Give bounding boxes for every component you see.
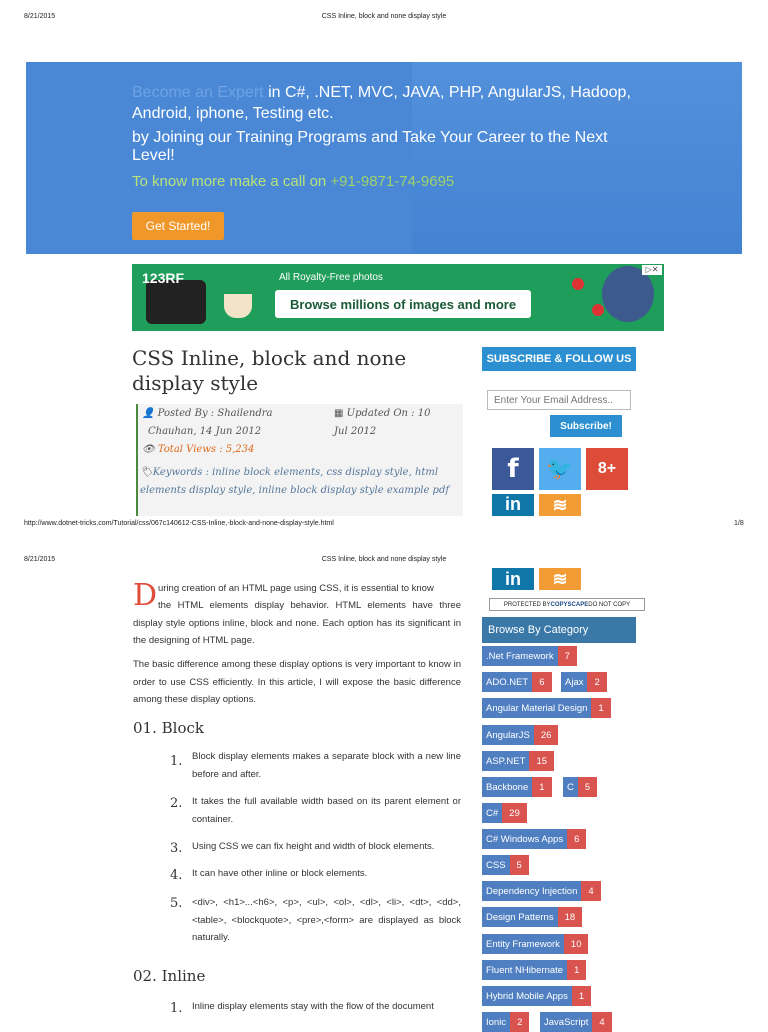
list-item: Using CSS we can fix height and width of block elements. (192, 841, 435, 852)
eye-icon: 👁 (142, 444, 155, 455)
category-tag[interactable]: AngularJS 26 (482, 725, 558, 745)
ad-tagline: All Royalty-Free photos (279, 272, 383, 283)
section-heading-inline: 02. Inline (133, 967, 206, 985)
category-tag[interactable]: JavaScript 4 (540, 1012, 612, 1032)
posted-by: 👤 Posted By : Shailendra (142, 408, 273, 419)
category-title: Browse By Category (482, 617, 636, 643)
posted-name-date: Chauhan, 14 Jun 2012 (148, 426, 262, 437)
ad-banner[interactable] (132, 264, 664, 331)
list-item: <div>, <h1>...<h6>, <p>, <ul>, <ol>, <dl>, <li>, <dt>, <dd>,<table>, <blockquote>, <pre>,<form> are displayed as block naturally. (192, 897, 461, 943)
phone-link[interactable]: +91-9871-74-9695 (330, 173, 455, 190)
facebook-icon[interactable]: f (492, 448, 534, 490)
paragraph: The basic difference among these display options is very important to know in order to use CSS efficiently. In this article, I will expose the basic difference among these display options. (133, 659, 461, 705)
category-tag[interactable]: ADO.NET 6 (482, 672, 552, 692)
linkedin-icon[interactable]: in (492, 568, 534, 590)
category-tag[interactable]: Entity Framework 10 (482, 934, 588, 954)
category-tag[interactable]: C 5 (563, 777, 597, 797)
category-tag[interactable]: Fluent NHibernate 1 (482, 960, 586, 980)
print-page-number: 1/8 (734, 520, 744, 527)
get-started-button[interactable]: Get Started! (132, 212, 224, 240)
drop-cap: D (133, 578, 158, 613)
updated-date: Jul 2012 (334, 426, 377, 437)
category-tag[interactable]: ASP.NET 15 (482, 751, 554, 771)
print-url: http://www.dotnet-tricks.com/Tutorial/css/067c140612-CSS-Inline,-block-and-none-display-style.html (24, 520, 334, 527)
list-number: 3. (170, 841, 183, 856)
category-tag[interactable]: Dependency Injection 4 (482, 881, 601, 901)
banner-subheadline: by Joining our Training Programs and Take Your Career to the Next Level! (132, 129, 608, 164)
list-number: 2. (170, 796, 183, 811)
calendar-icon: ▦ (334, 408, 344, 419)
category-tag[interactable]: .Net Framework 7 (482, 646, 577, 666)
intro-first-line: uring creation of an HTML page using CSS, it is essential to know (158, 583, 434, 594)
list-item: It can have other inline or block elements. (192, 868, 368, 879)
ad-close-icon[interactable]: ▷✕ (642, 265, 662, 275)
category-tag[interactable]: Ajax 2 (561, 672, 607, 692)
copyscape-badge[interactable]: PROTECTED BY COPYSCAPE DO NOT COPY (489, 598, 645, 611)
twitter-icon[interactable]: 🐦 (539, 448, 581, 490)
camera-image (146, 280, 206, 324)
category-tag[interactable]: C# 29 (482, 803, 527, 823)
rss-icon[interactable]: ≋ (539, 494, 581, 516)
training-banner (26, 62, 742, 254)
ad-browse-button[interactable]: Browse millions of images and more (275, 290, 531, 318)
list-number: 5. (170, 896, 183, 911)
tag-icon: 🏷 (140, 467, 153, 478)
article-title: CSS Inline, block and none display style (132, 346, 407, 395)
user-icon: 👤 (142, 408, 155, 419)
keywords: 🏷Keywords : inline block elements, css display style, html elements display style, inline block display style example pdf (140, 467, 450, 496)
list-item: Inline display elements stay with the flow of the document (192, 1001, 434, 1012)
total-views: 👁 Total Views : 5,234 (142, 444, 255, 455)
banner-headline: Become an Expert in C#, .NET, MVC, JAVA, PHP, AngularJS, Hadoop, Android, iphone, Testing etc. (132, 84, 631, 122)
list-item: It takes the full available width based on its parent element or container. (192, 796, 461, 825)
banner-call-line: To know more make a call on +91-9871-74-9695 (132, 173, 455, 190)
intro-paragraph: the HTML elements display behavior. HTML elements have three display style options inline, block and none. Each option has its significant in the designing of HTML page. (133, 600, 461, 646)
print-date: 8/21/2015 (24, 13, 56, 20)
list-item: Block display elements makes a separate block with a new line before and after. (192, 751, 461, 780)
keyword-list[interactable]: inline block elements, css display style, html elements display style, inline block display style example pdf (140, 467, 450, 496)
subscribe-button[interactable]: Subscribe! (550, 415, 622, 437)
print-title: CSS Inline, block and none display style (321, 556, 447, 563)
category-tag[interactable]: Backbone 1 (482, 777, 552, 797)
category-tag[interactable]: C# Windows Apps 6 (482, 829, 586, 849)
list-number: 4. (170, 868, 183, 883)
subscribe-title: SUBSCRIBE & FOLLOW US (482, 347, 636, 371)
rss-icon[interactable]: ≋ (539, 568, 581, 590)
category-tag[interactable]: Design Patterns 18 (482, 907, 582, 927)
category-tag[interactable]: CSS 5 (482, 855, 529, 875)
google-plus-icon[interactable]: 8+ (586, 448, 628, 490)
coffee-cup-image (224, 294, 252, 318)
list-number: 1. (170, 754, 183, 769)
category-tag[interactable]: Hybrid Mobile Apps 1 (482, 986, 591, 1006)
berry-image (592, 304, 604, 316)
list-number: 1. (170, 1001, 183, 1016)
updated-on: ▦ Updated On : 10 (334, 408, 431, 419)
category-tag[interactable]: Angular Material Design 1 (482, 698, 611, 718)
email-field[interactable] (487, 390, 631, 410)
linkedin-icon[interactable]: in (492, 494, 534, 516)
category-tag[interactable]: Ionic 2 (482, 1012, 529, 1032)
print-date: 8/21/2015 (24, 556, 56, 563)
section-heading-block: 01. Block (133, 719, 204, 737)
berry-image (572, 278, 584, 290)
print-title: CSS Inline, block and none display style (321, 13, 447, 20)
print-page-2 (0, 540, 768, 1028)
article-meta (136, 404, 463, 516)
ad-logo: 123RF (142, 270, 185, 286)
